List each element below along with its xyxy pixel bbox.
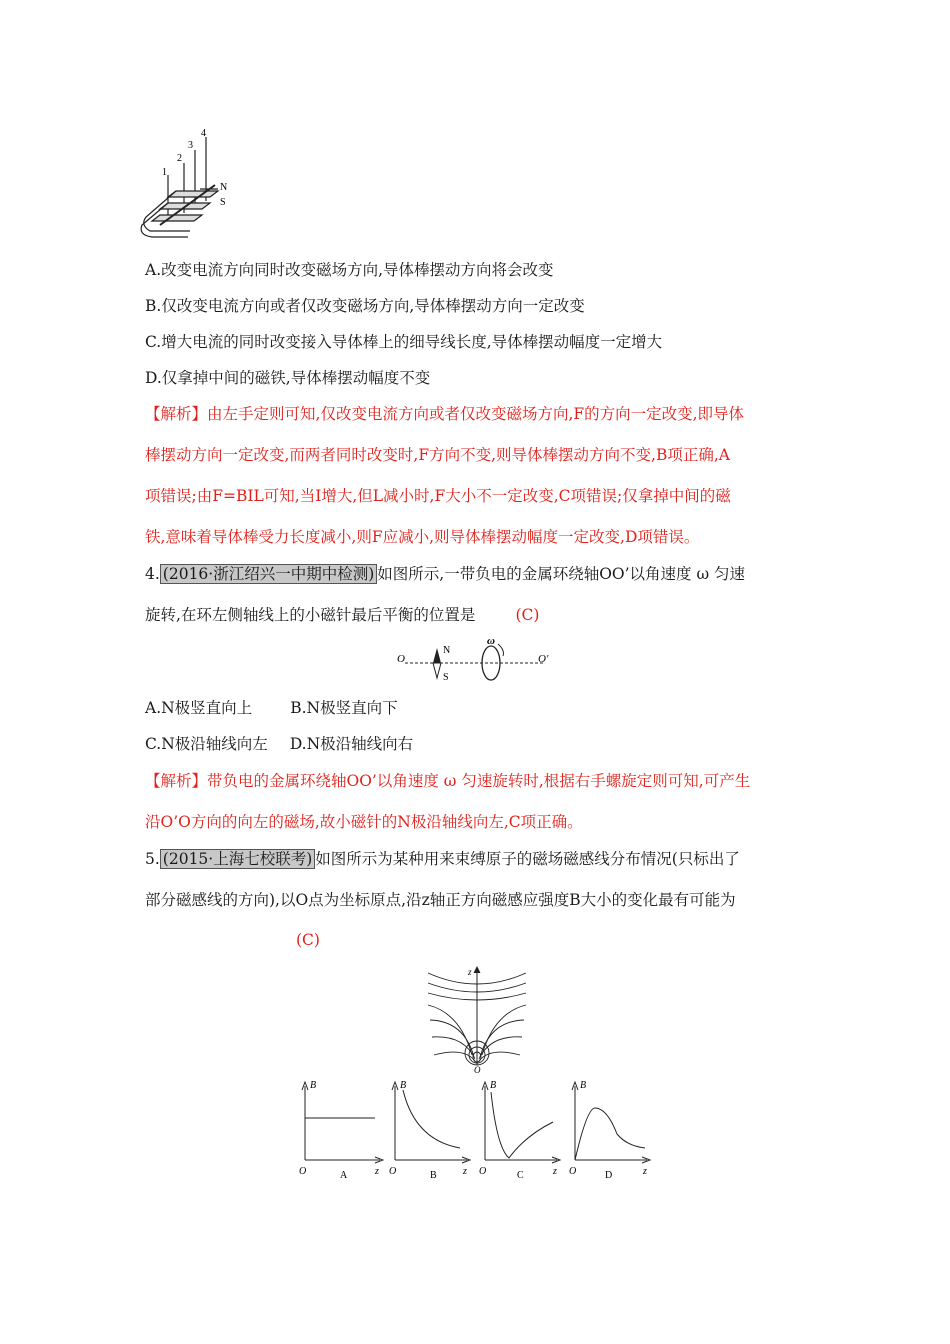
q4-options-row2: C.N极沿轴线向左 D.N极沿轴线向右 xyxy=(145,735,414,753)
q3-analysis-line1: 【解析】由左手定则可知,仅改变电流方向或者仅改变磁场方向,F的方向一定改变,即导体 xyxy=(145,405,745,423)
graph-d-y: B xyxy=(580,1080,587,1091)
q4-analysis-line1: 【解析】带负电的金属环绕轴OO’以角速度 ω 匀速旋转时,根据右手螺旋定则可知,可产生 xyxy=(145,772,751,790)
graph-c-y: B xyxy=(490,1080,497,1091)
q3-option-c: C.增大电流的同时改变接入导体棒上的细导线长度,导体棒摆动幅度一定增大 xyxy=(145,333,663,351)
graph-c-x: z xyxy=(553,1166,557,1177)
graph-a-x: z xyxy=(375,1166,379,1177)
q4-number: 4. xyxy=(145,565,160,583)
graph-a-label: A xyxy=(340,1170,348,1181)
q4-stem-line2: 旋转,在环左侧轴线上的小磁针最后平衡的位置是 (C) xyxy=(145,606,540,624)
label-4: 4 xyxy=(201,128,206,139)
q3-option-a: A.改变电流方向同时改变磁场方向,导体棒摆动方向将会改变 xyxy=(145,261,554,279)
pole-n-label: N xyxy=(220,182,228,193)
graph-b-label: B xyxy=(430,1170,437,1181)
graph-d-origin: O xyxy=(569,1166,577,1177)
q4-source-tag: (2016·浙江绍兴一中期中检测) xyxy=(160,564,377,584)
q3-option-d: D.仅拿掉中间的磁铁,导体棒摆动幅度不变 xyxy=(145,369,431,387)
q5-stem-line2: 部分磁感线的方向),以O点为坐标原点,沿z轴正方向磁感应强度B大小的变化最有可能为 xyxy=(145,891,736,909)
q4-answer: (C) xyxy=(515,606,540,624)
graph-b-y: B xyxy=(400,1080,407,1091)
graph-b-x: z xyxy=(463,1166,467,1177)
field-o-label: O xyxy=(474,1065,481,1073)
q3-option-b: B.仅改变电流方向或者仅改变磁场方向,导体棒摆动方向一定改变 xyxy=(145,297,585,315)
graph-d-x: z xyxy=(643,1166,647,1177)
magnetic-field-figure xyxy=(420,965,535,1073)
q4-stem-line1: 4. (2016·浙江绍兴一中期中检测) 如图所示,一带负电的金属环绕轴OO’以角速度 ω 匀速 xyxy=(145,565,746,583)
q3-analysis-line3: 项错误;由F=BIL可知,当I增大,但L减小时,F大小不一定改变,C项错误;仅拿掉中间的磁 xyxy=(145,487,731,505)
q5-stem-line1: 5. (2015·上海七校联考) 如图所示为某种用来束缚原子的磁场磁感线分布情况(只标出了 xyxy=(145,850,740,868)
q5-answer: (C) xyxy=(296,931,320,949)
needle-n-label: N xyxy=(443,645,451,656)
graph-a-origin: O xyxy=(299,1166,307,1177)
label-2: 2 xyxy=(177,153,182,164)
ring-compass-figure xyxy=(395,638,565,688)
axis-o-label: O xyxy=(397,653,405,665)
graph-a-y: B xyxy=(310,1080,317,1091)
graph-b-origin: O xyxy=(389,1166,397,1177)
label-3: 3 xyxy=(188,140,193,151)
graph-c-label: C xyxy=(517,1170,524,1181)
axis-o-prime-label: O′ xyxy=(538,653,549,665)
b-z-graphs xyxy=(295,1078,655,1183)
q4-analysis-line2: 沿O’O方向的向左的磁场,故小磁针的N极沿轴线向左,C项正确。 xyxy=(145,813,583,831)
label-1: 1 xyxy=(162,167,167,178)
graph-d-label: D xyxy=(605,1170,613,1181)
q5-source-tag: (2015·上海七校联考) xyxy=(160,849,315,869)
analysis-tag: 【解析】 xyxy=(145,405,208,423)
conductor-rail-figure xyxy=(140,125,250,245)
needle-s-label: S xyxy=(443,672,449,683)
pole-s-label: S xyxy=(220,197,226,208)
omega-label: ω xyxy=(487,638,495,647)
graph-c-origin: O xyxy=(479,1166,487,1177)
field-z-label: z xyxy=(468,967,472,977)
q4-options-row1: A.N极竖直向上 B.N极竖直向下 xyxy=(145,699,398,717)
q3-analysis-line2: 棒摆动方向一定改变,而两者同时改变时,F方向不变,则导体棒摆动方向不变,B项正确,A xyxy=(145,446,730,464)
q3-analysis-line4: 铁,意味着导体棒受力长度减小,则F应减小,则导体棒摆动幅度一定改变,D项错误。 xyxy=(145,528,700,546)
